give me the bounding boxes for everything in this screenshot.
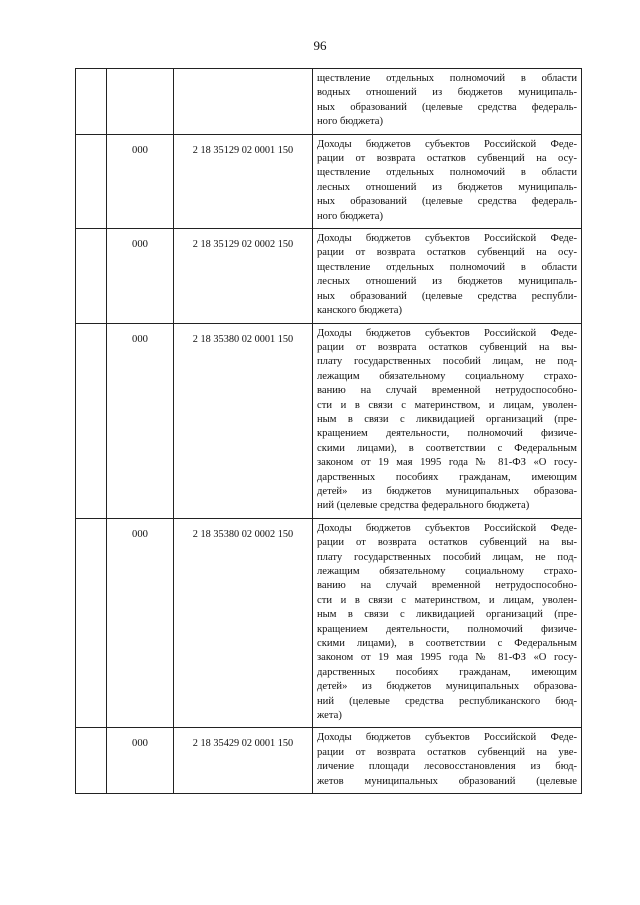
description-line: плату государственных пособий лицам, не под- <box>317 551 577 563</box>
description-line: Доходы бюджетов субъектов Российской Феде- <box>317 138 577 150</box>
description-line: ным в связи с ликвидацией организаций (пре- <box>317 609 577 621</box>
description-line: личение площади лесовосстановления из бюд- <box>317 761 577 773</box>
administrator-code-cell: 000 <box>107 134 174 228</box>
description-line: плату государственных пособий лицам, не под- <box>317 356 577 368</box>
description-line: жета) <box>317 710 342 722</box>
table-row <box>76 229 582 323</box>
description-line: ществление отдельных полномочий в области <box>317 261 577 273</box>
income-description-cell <box>313 69 582 135</box>
description-line: ных образований (целевые средства республи- <box>317 290 577 302</box>
administrator-code-cell: 000 <box>107 229 174 323</box>
description-line: ванию на случай временной нетрудоспособно- <box>317 580 577 592</box>
empty-cell <box>76 518 107 728</box>
income-description-cell <box>313 728 582 794</box>
description-line: лесных отношений из бюджетов муниципаль- <box>317 181 577 193</box>
administrator-code-cell: 000 <box>107 728 174 794</box>
description-line: скими лицами), в соответствии с Федеральным <box>317 638 577 650</box>
description-line: лежащим обязательному социальному страхо- <box>317 370 577 382</box>
description-line: рации от возврата остатков субвенций на вы- <box>317 341 577 353</box>
description-line: законом от 19 мая 1995 года № 81-ФЗ «О госу- <box>317 457 577 469</box>
table-row <box>76 134 582 228</box>
description-line: Доходы бюджетов субъектов Российской Феде- <box>317 327 577 339</box>
description-line: ществление отдельных полномочий в области <box>317 73 577 84</box>
description-line: ных образований (целевые средства федераль- <box>317 196 577 208</box>
administrator-code-cell: 000 <box>107 518 174 728</box>
budget-classification-code-cell: 2 18 35129 02 0002 150 <box>174 229 313 323</box>
budget-classification-code-cell: 2 18 35429 02 0001 150 <box>174 728 313 794</box>
description-line: рации от возврата остатков субвенций на уве- <box>317 746 577 758</box>
description-line: ного бюджета) <box>317 210 384 222</box>
budget-classification-code-cell: 2 18 35380 02 0002 150 <box>174 518 313 728</box>
description-line: детей» из бюджетов муниципальных образова- <box>317 485 577 497</box>
table-row <box>76 323 582 518</box>
description-line: лежащим обязательному социальному страхо- <box>317 566 577 577</box>
description-line: сти и в связи с материнством, и лицам, уволен- <box>317 399 577 411</box>
income-description-cell <box>313 323 582 518</box>
description-line: ществление отдельных полномочий в области <box>317 167 577 179</box>
empty-cell <box>76 229 107 323</box>
budget-codes-table <box>75 68 582 794</box>
description-line: кращением деятельности, полномочий физиче- <box>317 623 577 635</box>
description-line: дарственных пособиях гражданам, имеющим <box>317 666 577 678</box>
income-description-cell <box>313 518 582 728</box>
description-line: рации от возврата остатков субвенций на осу- <box>317 247 577 259</box>
description-line: ного бюджета) <box>317 116 384 128</box>
table-body <box>76 69 582 794</box>
description-line: скими лицами), в соответствии с Федеральным <box>317 442 577 454</box>
description-line: законом от 19 мая 1995 года № 81-ФЗ «О госу- <box>317 652 577 664</box>
page-number: 96 <box>313 38 327 53</box>
description-line: жетов муниципальных образований (целевые <box>317 775 577 787</box>
description-line: детей» из бюджетов муниципальных образова- <box>317 681 577 693</box>
administrator-code-cell: 000 <box>107 323 174 518</box>
description-line: ным в связи с ликвидацией организаций (пре- <box>317 413 577 425</box>
description-line: ных образований (целевые средства федераль- <box>317 101 577 113</box>
administrator-code-cell <box>107 69 174 135</box>
description-line: дарственных пособиях гражданам, имеющим <box>317 471 577 483</box>
description-line: ванию на случай временной нетрудоспособно- <box>317 385 577 397</box>
description-line: сти и в связи с материнством, и лицам, уволен- <box>317 594 577 606</box>
table-row <box>76 69 582 135</box>
description-line: водных отношений из бюджетов муниципаль- <box>317 87 577 99</box>
budget-classification-code-cell <box>174 69 313 135</box>
budget-classification-code-cell: 2 18 35129 02 0001 150 <box>174 134 313 228</box>
description-line: рации от возврата остатков субвенций на вы- <box>317 537 577 549</box>
table-row <box>76 518 582 728</box>
empty-cell <box>76 728 107 794</box>
description-line: канского бюджета) <box>317 305 403 317</box>
description-line: Доходы бюджетов субъектов Российской Феде- <box>317 732 577 744</box>
description-line: Доходы бюджетов субъектов Российской Феде- <box>317 522 577 534</box>
empty-cell <box>76 69 107 135</box>
income-description-cell <box>313 229 582 323</box>
budget-classification-code-cell: 2 18 35380 02 0001 150 <box>174 323 313 518</box>
description-line: ний (целевые средства федерального бюджета) <box>317 500 530 512</box>
description-line: кращением деятельности, полномочий физиче- <box>317 428 577 440</box>
description-line: лесных отношений из бюджетов муниципаль- <box>317 276 577 288</box>
empty-cell <box>76 134 107 228</box>
empty-cell <box>76 323 107 518</box>
description-line: ний (целевые средства республиканского бюд- <box>317 695 577 707</box>
income-description-cell <box>313 134 582 228</box>
table-row <box>76 728 582 794</box>
description-line: Доходы бюджетов субъектов Российской Феде- <box>317 233 577 245</box>
description-line: рации от возврата остатков субвенций на осу- <box>317 153 577 165</box>
